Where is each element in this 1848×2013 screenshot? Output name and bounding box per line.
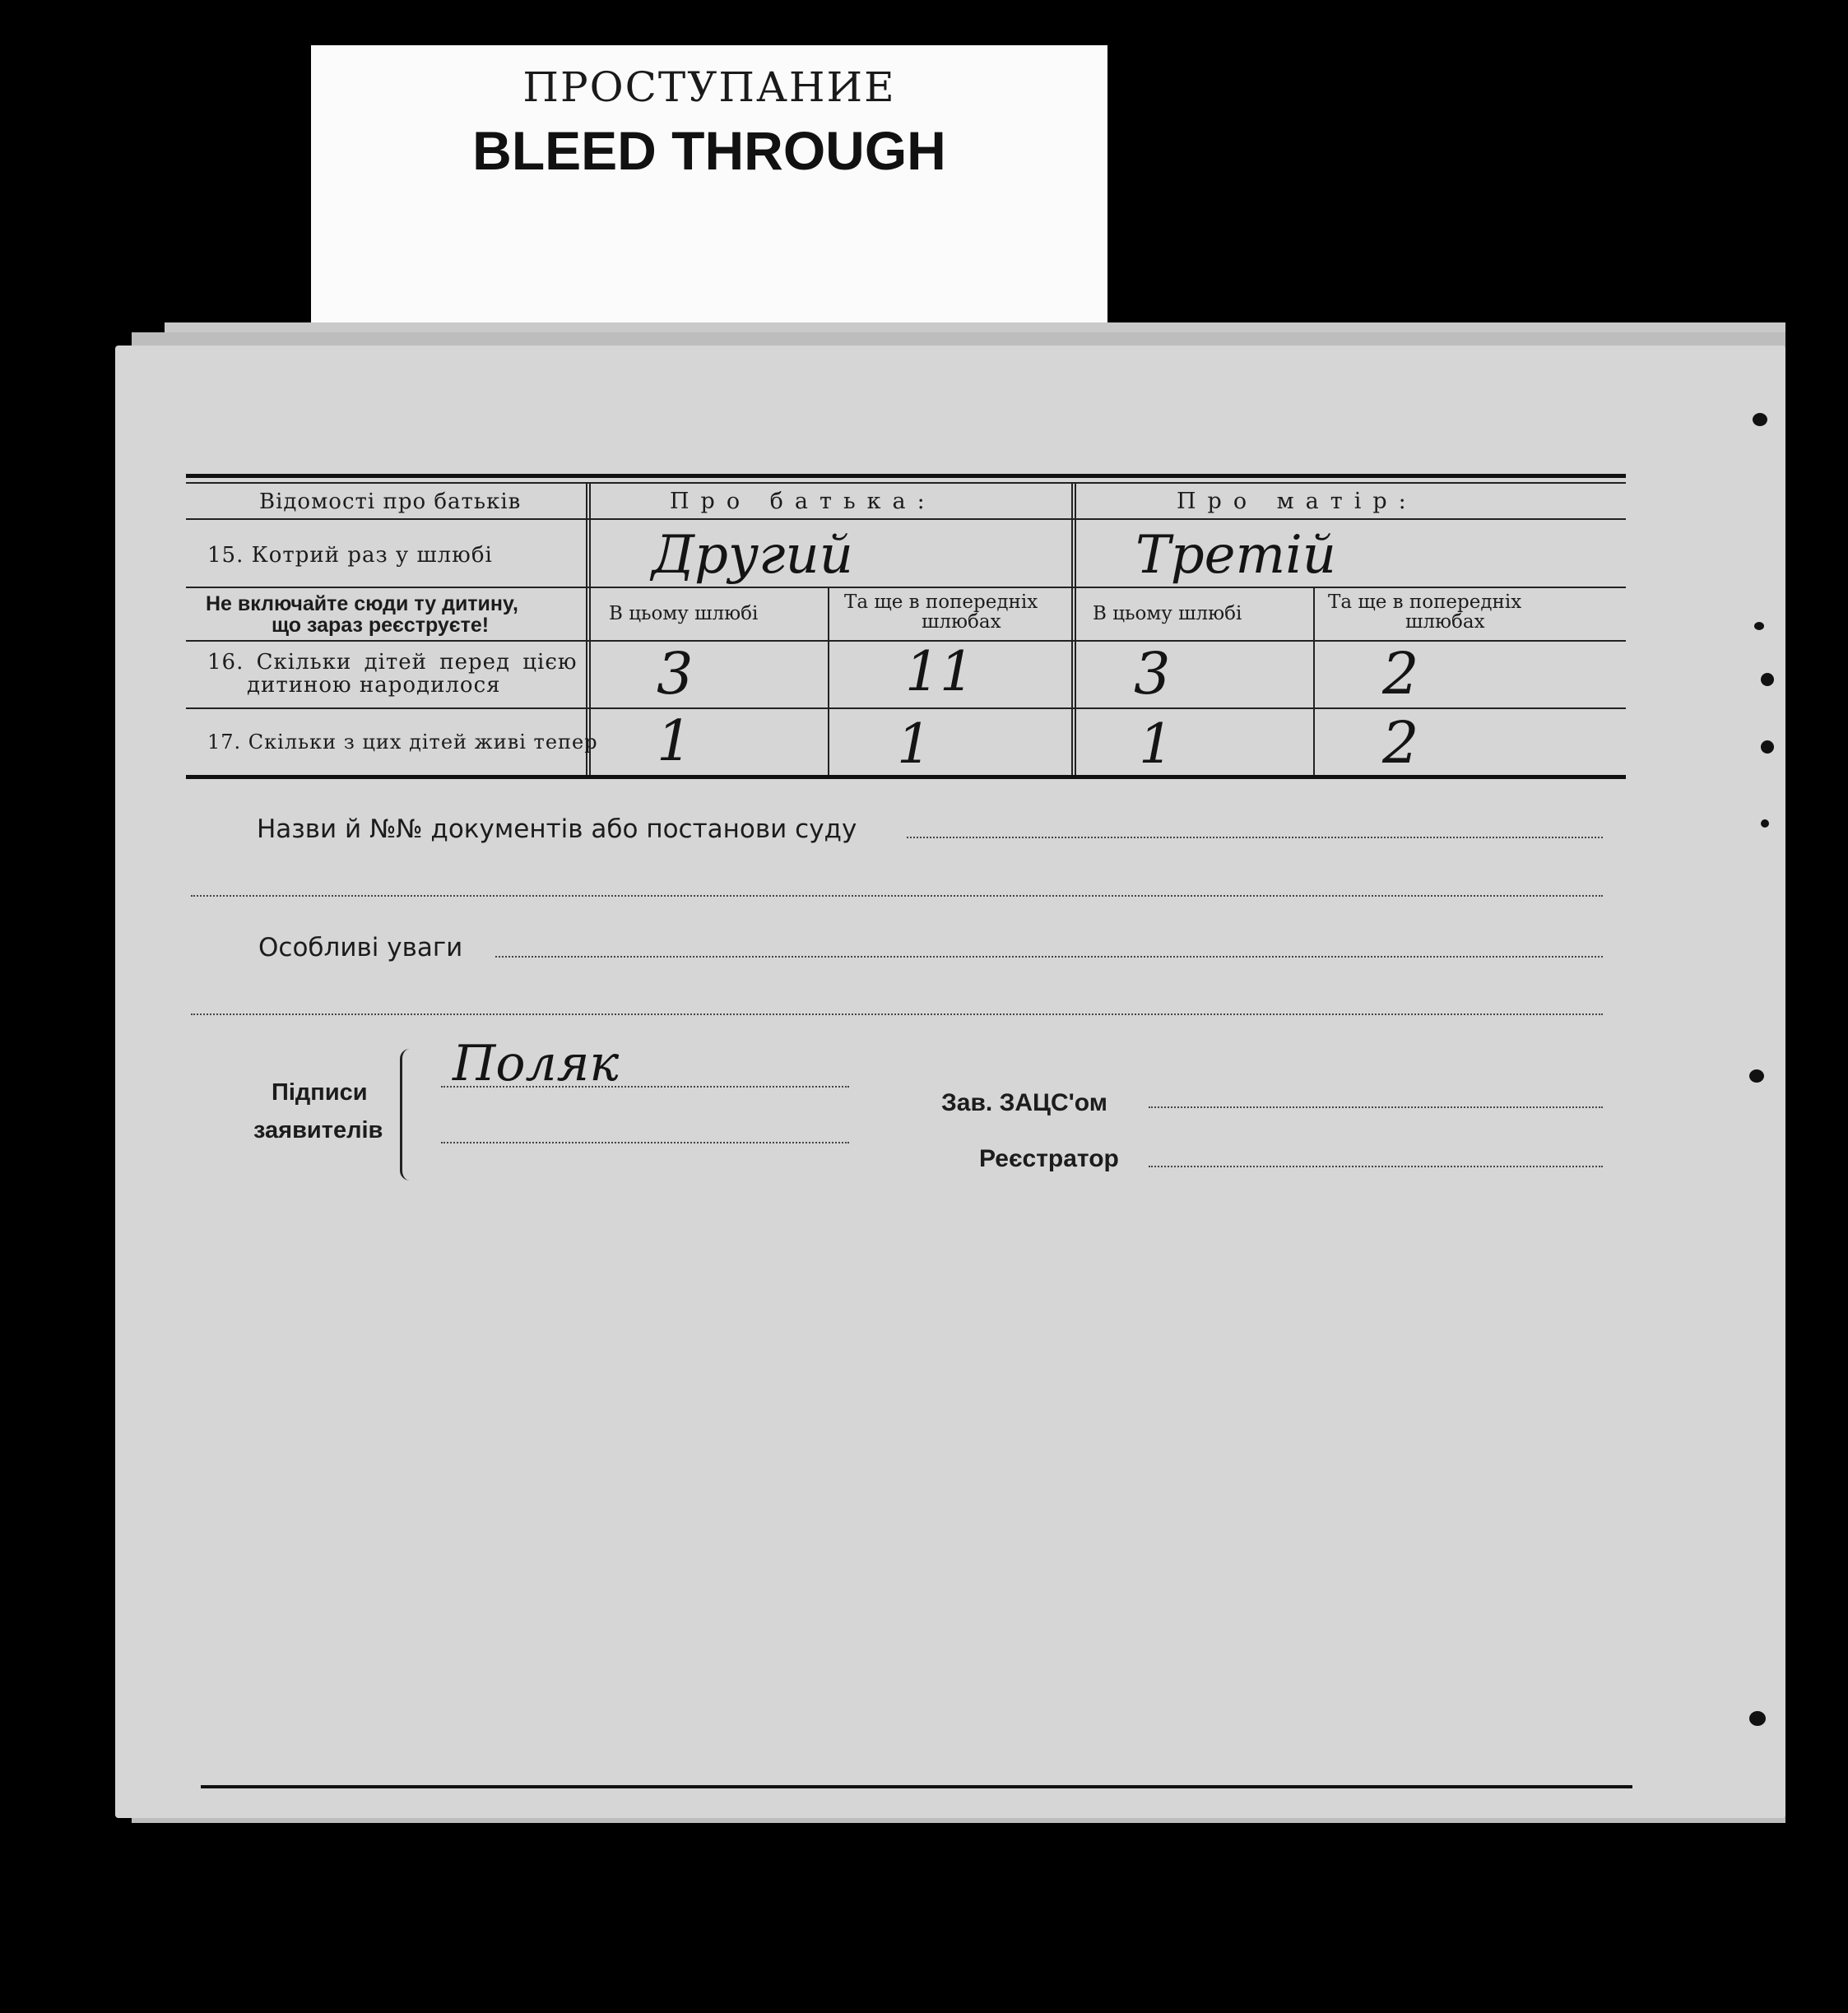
head-label: Зав. ЗАЦС'ом bbox=[941, 1089, 1107, 1116]
documents-label: Назви й №№ документів або постанови суду bbox=[257, 814, 857, 844]
head-signature-line bbox=[1149, 1106, 1603, 1108]
damage-spot bbox=[1754, 622, 1764, 630]
row16-mother-prev: 2 bbox=[1382, 640, 1419, 707]
damage-spot bbox=[1753, 413, 1767, 426]
col-divider-father bbox=[828, 587, 829, 775]
mother-this-marriage: В цьому шлюбі bbox=[1093, 603, 1242, 624]
row15-bottom-rule bbox=[186, 587, 1626, 588]
damage-spot bbox=[1761, 673, 1774, 686]
row15-father-value: Другий bbox=[652, 525, 853, 586]
remarks-line-1 bbox=[495, 956, 1603, 958]
damage-spot bbox=[1761, 740, 1774, 754]
exclusion-note-line1: Не включайте сюди ту дитину, bbox=[206, 592, 518, 615]
signatures-brace bbox=[400, 1049, 422, 1180]
header-bottom-rule bbox=[186, 518, 1626, 520]
damage-spot bbox=[1749, 1711, 1766, 1726]
mother-prev-line2: шлюбах bbox=[1405, 611, 1485, 633]
row15-mother-value: Третій bbox=[1135, 525, 1336, 586]
father-prev-line2: шлюбах bbox=[922, 611, 1001, 633]
header-father: Про батька: bbox=[670, 489, 936, 514]
row16-father-prev: 11 bbox=[905, 640, 974, 703]
damage-spot bbox=[1761, 819, 1769, 828]
row17-mother-this: 1 bbox=[1139, 712, 1173, 776]
father-prev-line1: Та ще в попередніх bbox=[844, 591, 1038, 613]
exclusion-note-line2: що зараз реєструєте! bbox=[272, 614, 490, 637]
table-top-rule bbox=[186, 474, 1626, 478]
damage-spot bbox=[1749, 1069, 1764, 1083]
remarks-line-2 bbox=[191, 1013, 1603, 1015]
row16-father-this: 3 bbox=[657, 640, 694, 707]
signatures-label-line2: заявителів bbox=[253, 1117, 383, 1143]
row16-label-line2: дитиною народилося bbox=[247, 673, 501, 698]
card-bottom-rule bbox=[201, 1785, 1632, 1788]
label-russian: ПРОСТУПАНИЕ bbox=[522, 63, 896, 111]
row17-father-this: 1 bbox=[657, 709, 693, 774]
row15-label: 15. Котрий раз у шлюбі bbox=[207, 543, 493, 568]
signature-line-1 bbox=[441, 1086, 849, 1088]
documents-line-2 bbox=[191, 895, 1603, 897]
father-this-marriage: В цьому шлюбі bbox=[609, 603, 759, 624]
registration-card bbox=[115, 346, 1785, 1818]
signature-line-2 bbox=[441, 1142, 849, 1143]
registrar-signature-line bbox=[1149, 1166, 1603, 1167]
registrar-label: Реєстратор bbox=[979, 1145, 1119, 1172]
col-divider-mother bbox=[1313, 587, 1315, 775]
table-top-rule-inner bbox=[186, 482, 1626, 484]
row16-mother-this: 3 bbox=[1134, 640, 1171, 707]
header-parents-info: Відомості про батьків bbox=[259, 489, 522, 514]
signatures-label-line1: Підписи bbox=[272, 1079, 368, 1106]
documents-line-1 bbox=[907, 837, 1603, 838]
row17-label: 17. Скільки з цих дітей живі тепер bbox=[207, 731, 598, 754]
label-english: BLEED THROUGH bbox=[472, 120, 946, 181]
row17-mother-prev: 2 bbox=[1382, 709, 1419, 777]
row16-label-line1: 16. Скільки дітей перед цією bbox=[207, 650, 578, 675]
remarks-label: Особливі уваги bbox=[258, 933, 463, 962]
header-mother: Про матір: bbox=[1177, 489, 1418, 514]
applicant-signature: Поляк bbox=[453, 1035, 620, 1092]
bleed-through-label bbox=[311, 45, 1107, 333]
row17-father-prev: 1 bbox=[897, 712, 931, 776]
col-divider-parents bbox=[1071, 482, 1076, 775]
mother-prev-line1: Та ще в попередніх bbox=[1328, 591, 1522, 613]
